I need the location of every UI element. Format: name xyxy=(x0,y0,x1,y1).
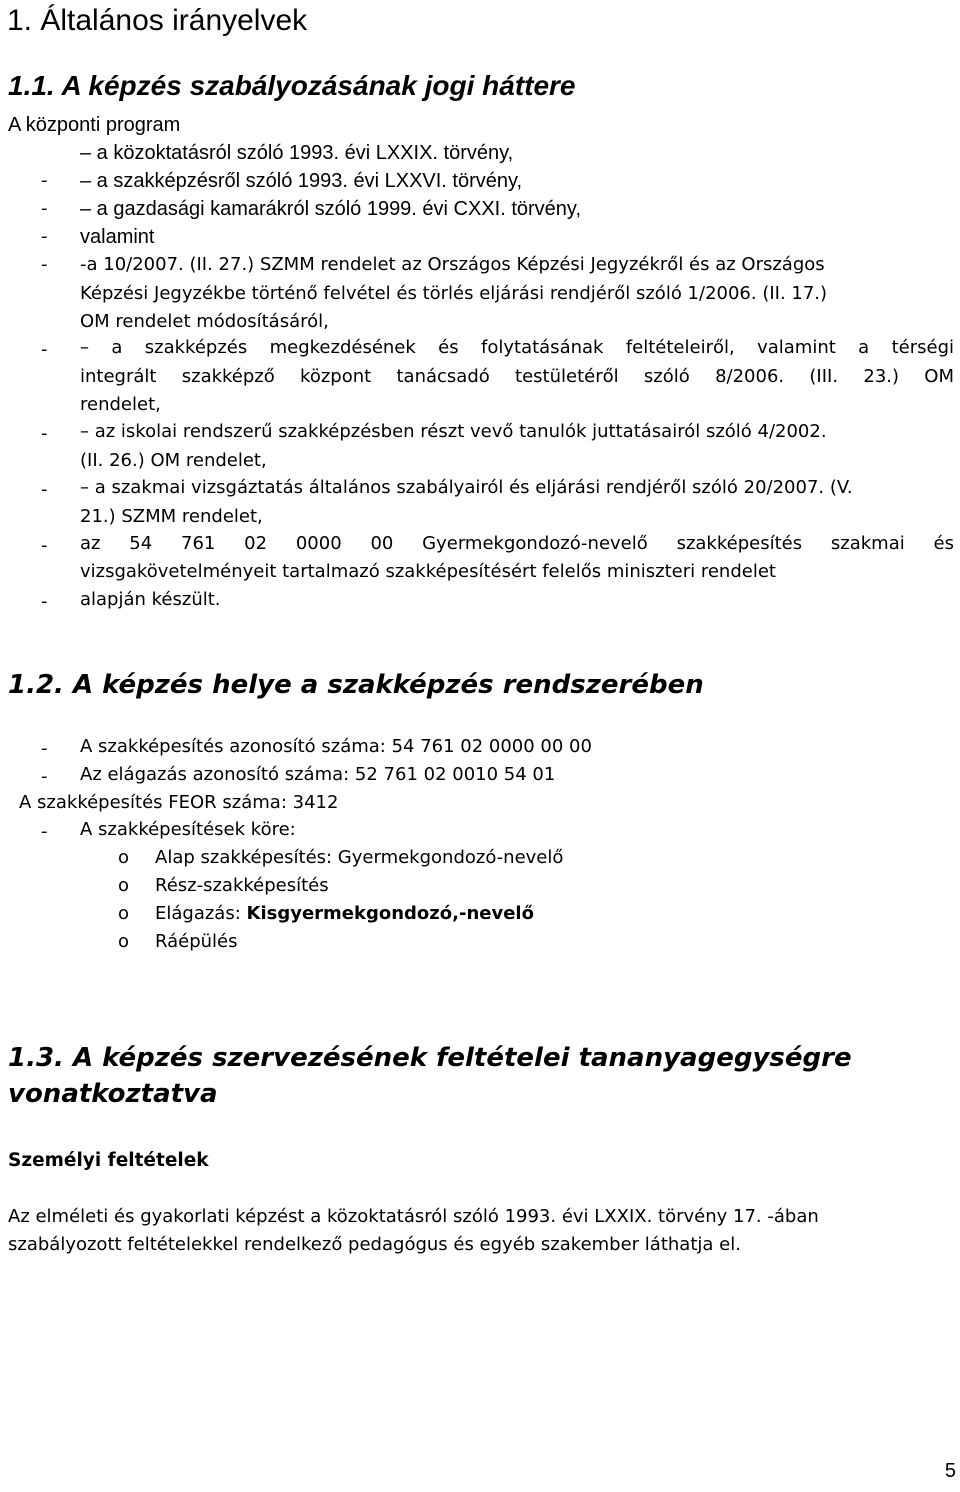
list-item-6-line: integrált szakképző központ tanácsadó testületéről szóló 8/2006. (III. 23.) OM xyxy=(80,366,954,387)
list-item-7-line: – az iskolai rendszerű szakképzésben részt vevő tanulók juttatásairól szóló 4/2002. xyxy=(80,421,827,442)
qualifications-scope: A szakképesítések köre: xyxy=(80,819,296,840)
list-item-7-line: (II. 26.) OM rendelet, xyxy=(80,450,267,471)
list-item-5-line: -a 10/2007. (II. 27.) SZMM rendelet az Országos Képzési Jegyzékről és az Országos xyxy=(80,254,825,275)
sub-item-3-label: Elágazás: xyxy=(155,903,247,924)
sub-item-4: Ráépülés xyxy=(155,931,238,952)
list-item-2: – a szakképzésről szóló 1993. évi LXXVI. törvény, xyxy=(80,170,523,192)
list-item-6-line: – a szakképzés megkezdésének és folytatásának feltételeiről, valamint a térségi xyxy=(80,337,954,358)
dash-marker: - xyxy=(41,591,48,612)
dash-marker: - xyxy=(41,198,48,219)
dash-marker: - xyxy=(41,339,48,360)
intro-text: A központi program xyxy=(8,114,181,136)
paragraph-line: Az elméleti és gyakorlati képzést a közoktatásról szóló 1993. évi LXXIX. törvény 17. -ában xyxy=(8,1206,819,1227)
sub-item-1: Alap szakképesítés: Gyermekgondozó-nevelő xyxy=(155,847,564,868)
paragraph-line: szabályozott feltételekkel rendelkező pedagógus és egyéb szakember láthatja el. xyxy=(8,1234,741,1255)
list-item-6-line: rendelet, xyxy=(80,394,161,415)
dash-marker: - xyxy=(41,423,48,444)
bullet-marker: o xyxy=(118,875,130,896)
page-number: 5 xyxy=(944,1460,956,1482)
dash-marker: - xyxy=(41,766,48,787)
list-item-5-line: Képzési Jegyzékbe történő felvétel és törlés eljárási rendjéről szóló 1/2006. (II. 17.) xyxy=(80,283,828,304)
list-item-4: valamint xyxy=(80,226,155,248)
qualification-id: A szakképesítés azonosító száma: 54 761 02 0000 00 00 xyxy=(80,736,592,757)
sub-item-3-bold: Kisgyermekgondozó,-nevelő xyxy=(246,903,534,924)
feor-number: A szakképesítés FEOR száma: 3412 xyxy=(19,792,339,813)
bullet-marker: o xyxy=(118,931,130,952)
sub-item-3 xyxy=(155,903,534,924)
list-item-8-line: 21.) SZMM rendelet, xyxy=(80,506,263,527)
bullet-marker: o xyxy=(118,903,130,924)
dash-marker: - xyxy=(41,170,48,191)
section-1-1-title: 1.1. A képzés szabályozásának jogi háttere xyxy=(8,70,576,101)
list-item-3: – a gazdasági kamarákról szóló 1999. évi CXXI. törvény, xyxy=(80,198,581,220)
section-1-3-title-line2: vonatkoztatva xyxy=(8,1079,218,1109)
section-1-2-title: 1.2. A képzés helye a szakképzés rendszerében xyxy=(8,670,704,700)
list-item-9-line: az 54 761 02 0000 00 Gyermekgondozó-nevelő szakképesítés szakmai és xyxy=(80,533,954,554)
section-1-3-title-line1: 1.3. A képzés szervezésének feltételei tananyagegységre xyxy=(8,1043,852,1073)
chapter-heading: 1. Általános irányelvek xyxy=(7,4,308,37)
dash-marker: - xyxy=(41,821,48,842)
dash-marker: - xyxy=(41,254,48,275)
branch-id: Az elágazás azonosító száma: 52 761 02 0010 54 01 xyxy=(80,764,556,785)
sub-item-2: Rész-szakképesítés xyxy=(155,875,329,896)
list-item-10: alapján készült. xyxy=(80,589,221,610)
dash-marker: - xyxy=(41,226,48,247)
dash-marker: - xyxy=(41,738,48,759)
bullet-marker: o xyxy=(118,847,130,868)
list-item-5-line: OM rendelet módosításáról, xyxy=(80,311,329,332)
list-item-9-line: vizsgakövetelményeit tartalmazó szakképesítésért felelős miniszteri rendelet xyxy=(80,561,776,582)
dash-marker: - xyxy=(41,535,48,556)
subheading-personal-conditions: Személyi feltételek xyxy=(8,1150,209,1171)
dash-marker: - xyxy=(41,479,48,500)
list-item-1: – a közoktatásról szóló 1993. évi LXXIX. törvény, xyxy=(80,142,514,164)
list-item-8-line: – a szakmai vizsgáztatás általános szabályairól és eljárási rendjéről szóló 20/2007. (V. xyxy=(80,477,853,498)
